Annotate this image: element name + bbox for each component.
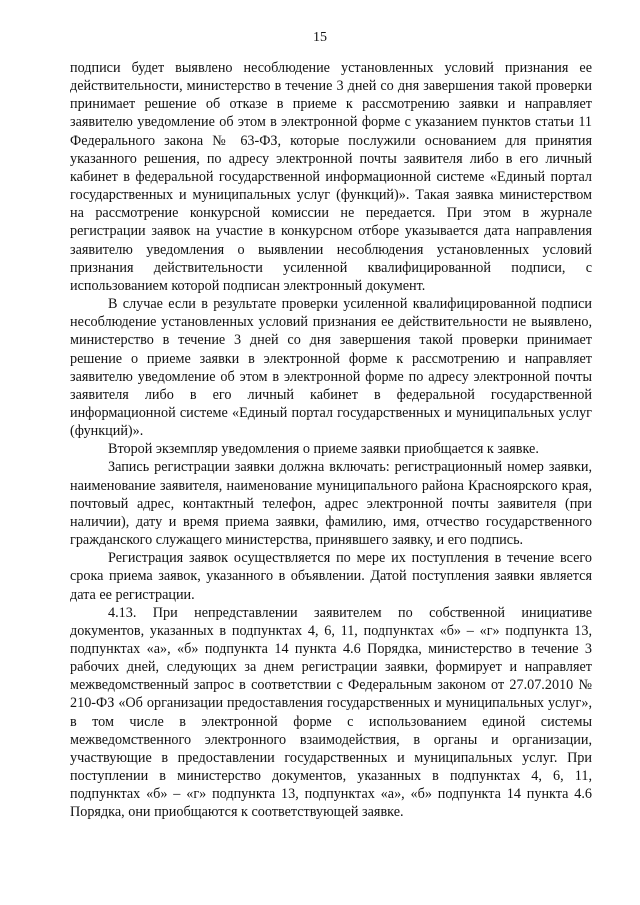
document-body [70,59,592,822]
paragraph-item-4-13: 4.13. При непредставлении заявителем по собственной инициативе документов, указанных в подпунктах 4, 6, 11, подпунктах «б» – «г» подпункта 13, подпунктах «а», «б» подпункта 14 пункта 4.6 Порядка, министерство в течение 3 рабочих дней, следующих за днем регистрации заявки, формирует и направляет межведомственный запрос в соответствии с Федеральным законом от 27.07.2010 № 210-ФЗ «Об организации предоставления государственных и муниципальных услуг», в том числе в электронной форме с использованием единой системы межведомственного электронного взаимодействия, в органы и организации, участвующие в предоставлении государственных и муниципальных услуг. При поступлении в министерство документов, указанных в подпунктах 4, 6, 11, подпунктах «б» – «г» подпункта 13, подпунктах «а», «б» подпункта 14 пункта 4.6 Порядка, они приобщаются к соответствующей заявке. [70,604,592,821]
paragraph-registration-period: Регистрация заявок осуществляется по мере их поступления в течение всего срока приема заявок, указанного в объявлении. Датой поступления заявки является дата ее регистрации. [70,550,592,603]
paragraph-registration-record: Запись регистрации заявки должна включать: регистрационный номер заявки, наименование заявителя, наименование муниципального района Красноярского края, почтовый адрес, контактный телефон, адрес электронной почты заявителя (при наличии), дату и время приема заявки, фамилию, имя, отчество государственного гражданского служащего министерства, принявшего заявку, и его подпись. [70,459,592,549]
paragraph-verification-passed: В случае если в результате проверки усиленной квалифицированной подписи несоблюдение установленных условий признания ее действительности не выявлено, министерство в течение 3 дней со дня завершения такой проверки принимает решение о приеме заявки в электронной форме к рассмотрению и направляет заявителю уведомление об этом в электронной форме по адресу электронной почты заявителя либо в его личный кабинет в федеральной государственной информационной системе «Единый портал государственных и муниципальных услуг (функций)». [70,296,592,440]
paragraph-second-copy: Второй экземпляр уведомления о приеме заявки приобщается к заявке. [108,441,539,458]
page-number: 15 [313,30,327,45]
paragraph-continued: подписи будет выявлено несоблюдение установленных условий признания ее действительности, министерство в течение 3 дней со дня завершения такой проверки принимает решение об отказе в приеме к рассмотрению заявки и направляет заявителю уведомление об этом в электронной форме с указанием пунктов статьи 11 Федерального закона № 63-ФЗ, которые послужили основанием для принятия указанного решения, по адресу электронной почты заявителя либо в его личный кабинет в федеральной государственной информационной системе «Единый портал государственных и муниципальных услуг (функций)». Такая заявка министерством на рассмотрение конкурсной комиссии не передается. При этом в журнале регистрации заявок на участие в конкурсном отборе указывается дата направления заявителю уведомления о выявлении несоблюдения установленных условий признания действительности усиленной квалифицированной подписи, с использованием которой подписан электронный документ. [70,60,592,294]
